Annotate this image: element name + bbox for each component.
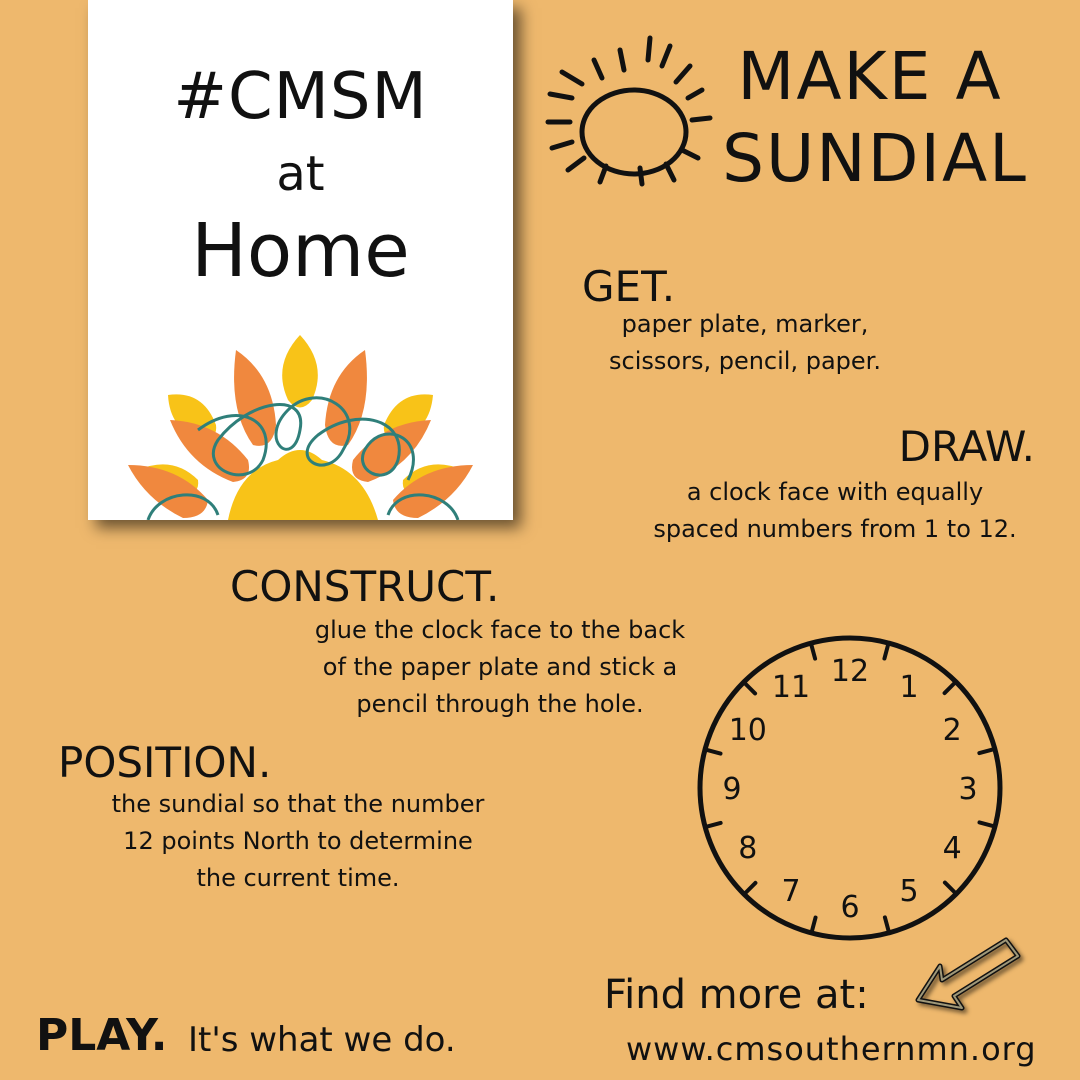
construct-heading: CONSTRUCT.	[230, 562, 500, 611]
cmsm-at-home-card	[88, 0, 513, 520]
arrow-icon	[900, 930, 1030, 1020]
draw-line-1: a clock face with equally	[686, 478, 984, 506]
headline-line1: MAKE A	[737, 38, 1003, 115]
play-label: PLAY.	[36, 1010, 168, 1061]
construct-line-1: glue the clock face to the back	[314, 616, 686, 644]
clock-tick	[705, 823, 720, 827]
clock-number: 9	[722, 772, 742, 807]
clock-tick	[979, 822, 994, 826]
construct-text	[255, 612, 745, 723]
clock-number: 2	[942, 713, 962, 748]
clock-tick	[811, 917, 815, 932]
clock-number: 6	[840, 890, 860, 925]
get-text	[570, 306, 920, 380]
clock-tick	[744, 883, 755, 894]
sun-icon	[542, 32, 722, 192]
clock-number: 5	[899, 874, 919, 910]
clock-face-icon	[690, 628, 1010, 948]
draw-line-2: spaced numbers from 1 to 12.	[653, 515, 1017, 543]
clock-tick	[885, 917, 889, 932]
draw-heading: DRAW.	[898, 422, 1035, 471]
construct-line-3: pencil through the hole.	[356, 690, 644, 718]
clock-number: 10	[728, 713, 767, 748]
find-more-label: Find more at:	[604, 972, 869, 1018]
clock-tick	[979, 749, 994, 753]
get-heading: GET.	[582, 262, 676, 311]
tagline: It's what we do.	[188, 1020, 456, 1060]
clock-tick	[884, 643, 888, 658]
website-url[interactable]: www.cmsouthernmn.org	[626, 1030, 1037, 1068]
clock-tick	[811, 643, 815, 658]
clock-number: 4	[942, 831, 962, 866]
clock-tick	[744, 682, 755, 693]
clock-tick	[945, 883, 956, 894]
get-line-1: paper plate, marker,	[621, 310, 869, 338]
clock-number: 11	[771, 669, 811, 705]
position-line-1: the sundial so that the number	[111, 790, 485, 818]
clock-tick	[705, 749, 720, 753]
clock-tick	[945, 682, 956, 693]
position-line-2: 12 points North to determine	[123, 827, 473, 855]
clock-number: 12	[830, 654, 870, 689]
card-title-line2: at	[276, 146, 325, 202]
flower-logo-icon	[88, 320, 513, 520]
position-heading: POSITION.	[58, 738, 272, 787]
position-text	[48, 786, 548, 897]
card-title-line3: Home	[191, 208, 410, 294]
clock-number: 1	[899, 669, 919, 705]
position-line-3: the current time.	[196, 864, 400, 892]
clock-number: 8	[738, 831, 758, 866]
get-line-2: scissors, pencil, paper.	[609, 347, 881, 375]
clock-number: 7	[781, 874, 801, 910]
construct-line-2: of the paper plate and stick a	[322, 653, 678, 681]
draw-text	[610, 474, 1060, 548]
clock-number: 3	[958, 772, 978, 807]
headline-line2: SUNDIAL	[722, 120, 1028, 197]
card-title-line1: #CMSM	[173, 60, 428, 134]
